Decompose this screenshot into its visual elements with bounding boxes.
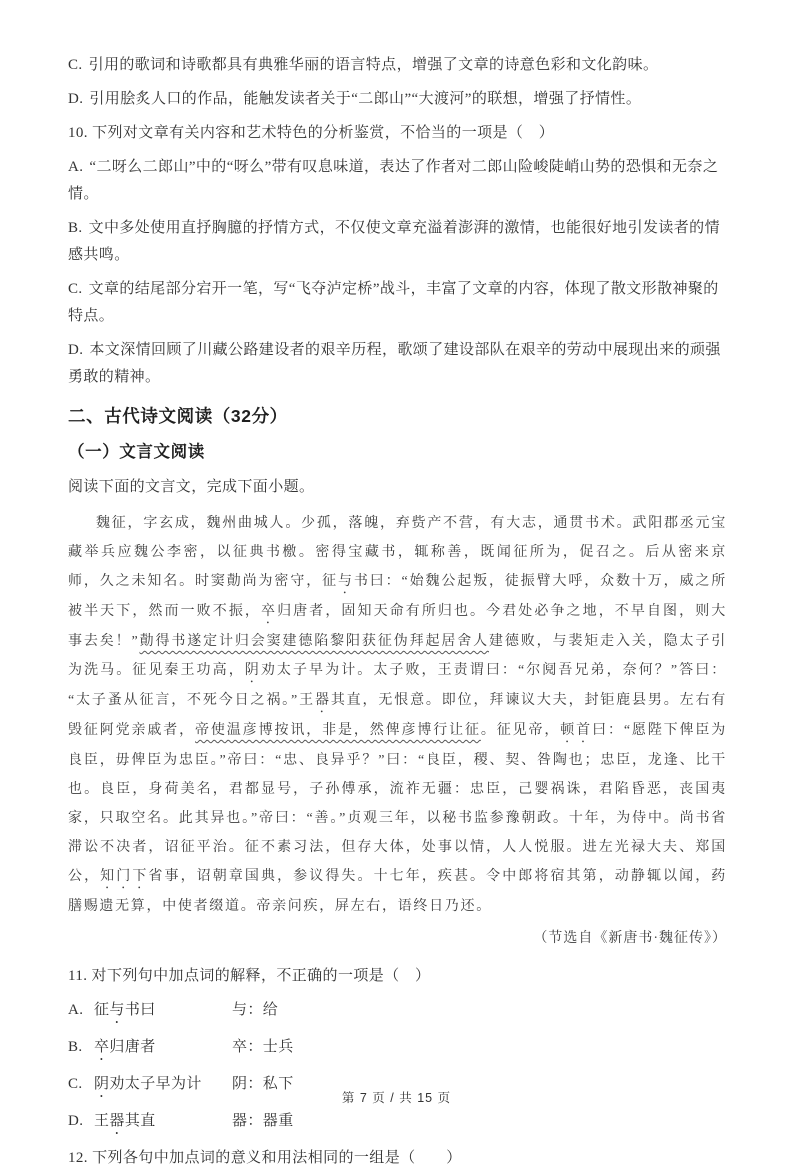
section-heading: 二、古代诗文阅读（32分） bbox=[68, 406, 288, 426]
option-label: B. bbox=[68, 220, 83, 236]
phrase-post: 其直 bbox=[124, 1113, 156, 1129]
passage-segment: 曰：“愿陛下俾臣为良臣，毋俾臣为忠臣。”帝曰：“忠、良异乎？”曰：“良臣，稷、契、咎陶也；忠臣，龙逢、比干也。良臣，身荷美名，君都显号，子孙傅承，流祚无疆：忠臣，己婴祸诛，君陷昏恶，丧国夷家，只取空名。此其异也。”帝曰：“善。”贞观三年，以秘书监参豫朝政。十年，为侍中。尚书省滞讼不决者，诏征平治。征不素习法，但存大体，处事以情，人人悦服。进左光禄大夫、郑国公， bbox=[68, 723, 728, 884]
option-label: A. bbox=[68, 159, 84, 175]
option-label: D. bbox=[68, 342, 84, 358]
passage-intro: 阅读下面的文言文，完成下面小题。 bbox=[68, 479, 315, 495]
option-explanation: 卒：士兵 bbox=[232, 1039, 294, 1055]
phrase-post: 归唐者 bbox=[109, 1039, 156, 1055]
passage-segment: 省事，诏朝章国典，参议得失。十七年，疾甚。令中郎将宿其第，动静辄以闻，药膳赐遗无算，中使者缀道。帝亲问疾，屏左右，语终日乃还。 bbox=[68, 869, 727, 914]
phrase-post: 劝太子早为计 bbox=[109, 1076, 202, 1092]
passage-segment: 书曰：“始魏公起叛，徒振臂大呼，众数十万，威之所被半天下，然而一败不振， bbox=[68, 574, 728, 619]
passage-segment-dotted: 顿首 bbox=[560, 723, 593, 738]
q10-option-d bbox=[68, 337, 727, 391]
option-phrase bbox=[94, 1108, 232, 1138]
passage-segment: 其直，无恨意。即位，拜谏议大夫，封钜鹿县男。左右有毁征阿党亲戚者， bbox=[68, 693, 728, 738]
option-label: D. bbox=[68, 1113, 84, 1129]
option-text: 引用脍炙人口的作品，能触发读者关于“二郎山”“大渡河”的联想，增强了抒情性。 bbox=[89, 91, 642, 107]
phrase-dotted-word: 卒 bbox=[94, 1039, 110, 1055]
q10-option-b bbox=[68, 215, 727, 269]
q10-option-c bbox=[68, 276, 727, 330]
phrase-dotted-word: 器 bbox=[109, 1113, 125, 1129]
q11-option-d bbox=[68, 1108, 727, 1138]
q10-option-a bbox=[68, 154, 727, 208]
q10-stem: 10. 下列对文章有关内容和艺术特色的分析鉴赏，不恰当的一项是（ ） bbox=[68, 125, 555, 141]
passage-segment-dotted: 卒 bbox=[260, 604, 278, 619]
page-number-footer: 第 7 页 / 共 15 页 bbox=[341, 1091, 452, 1105]
phrase-dotted-word: 与 bbox=[109, 1002, 125, 1018]
q9-option-d bbox=[68, 86, 727, 113]
passage-segment-wavy-underline: 勣得书遂定计归会窦建德陷黎阳获征伪拜起居舍人 bbox=[139, 634, 489, 649]
classical-passage bbox=[68, 509, 727, 921]
phrase-post: 书曰 bbox=[124, 1002, 156, 1018]
option-text: 文章的结尾部分宕开一笔，写“飞夺泸定桥”战斗，丰富了文章的内容，体现了散文形散神聚的特点。 bbox=[68, 281, 719, 324]
passage-segment: 建德败，与裴矩走入关，隐太子引为洗马。征见秦王功高， bbox=[68, 634, 728, 678]
passage-segment-dotted: 知门下 bbox=[100, 869, 149, 884]
q11-option-a bbox=[68, 997, 727, 1027]
q11-option-b bbox=[68, 1034, 727, 1064]
passage-segment: 劝太子早为计。太子败，王责谓曰：“尔阋吾兄弟，奈何？”答曰：“太子蚤从征言，不死今日之祸。”王 bbox=[68, 663, 727, 708]
option-explanation: 器：器重 bbox=[232, 1113, 294, 1129]
passage-segment-dotted: 阴 bbox=[244, 663, 261, 678]
option-text: 文中多处使用直抒胸臆的抒情方式，不仅使文章充溢着澎湃的激情，也能很好地引发读者的情感共鸣。 bbox=[68, 220, 720, 263]
option-phrase bbox=[94, 997, 232, 1027]
option-label: C. bbox=[68, 281, 83, 297]
passage-segment: 归唐者，固知天命有所归也。今君处必争之地，不早自图，则大事去矣！” bbox=[68, 604, 727, 649]
option-label: C. bbox=[68, 57, 83, 73]
phrase-pre: 王 bbox=[94, 1113, 110, 1129]
option-label: D. bbox=[68, 91, 84, 107]
q12-stem: 12. 下列各句中加点词的意义和用法相同的一组是（ ） bbox=[68, 1150, 462, 1166]
passage-segment-dotted: 器 bbox=[314, 693, 331, 708]
passage-segment: 。征见帝， bbox=[480, 723, 561, 738]
passage-segment-wavy-underline: 帝使温彦博按讯，非是，然俾彦博行让征 bbox=[195, 723, 481, 738]
option-text: 引用的歌词和诗歌都具有典雅华丽的语言特点，增强了文章的诗意色彩和文化韵味。 bbox=[88, 57, 659, 73]
option-explanation: 与：给 bbox=[232, 1002, 279, 1018]
option-explanation: 阴：私下 bbox=[232, 1076, 294, 1092]
phrase-dotted-word: 阴 bbox=[94, 1076, 110, 1092]
option-phrase bbox=[94, 1034, 232, 1064]
subsection-heading: （一）文言文阅读 bbox=[68, 443, 205, 461]
phrase-pre: 征 bbox=[94, 1002, 110, 1018]
option-label: B. bbox=[68, 1039, 83, 1055]
option-label: C. bbox=[68, 1076, 83, 1092]
passage-attribution: （节选自《新唐书·魏征传》） bbox=[533, 931, 727, 946]
option-text: 本文深情回顾了川藏公路建设者的艰辛历程，歌颂了建设部队在艰辛的劳动中展现出来的顽强勇敢的精神。 bbox=[68, 342, 721, 385]
passage-segment: 魏征，字玄成，魏州曲城人。少孤，落魄，弃赀产不营，有大志，通贯书术。武阳郡丞元宝藏举兵应魏公李密，以征典书檄。密得宝藏书，辄称善，既闻征所为，促召之。后从密来京师，久之未知名。时窦勣尚为密守，征 bbox=[68, 516, 727, 589]
q11-stem: 11. 对下列句中加点词的解释，不正确的一项是（ ） bbox=[68, 968, 431, 984]
option-text: “二呀么二郎山”中的“呀么”带有叹息味道，表达了作者对二郎山险峻陡峭山势的恐惧和无奈之情。 bbox=[68, 159, 719, 202]
option-label: A. bbox=[68, 1002, 84, 1018]
q9-option-c bbox=[68, 52, 727, 79]
passage-segment-dotted: 与 bbox=[337, 574, 354, 589]
